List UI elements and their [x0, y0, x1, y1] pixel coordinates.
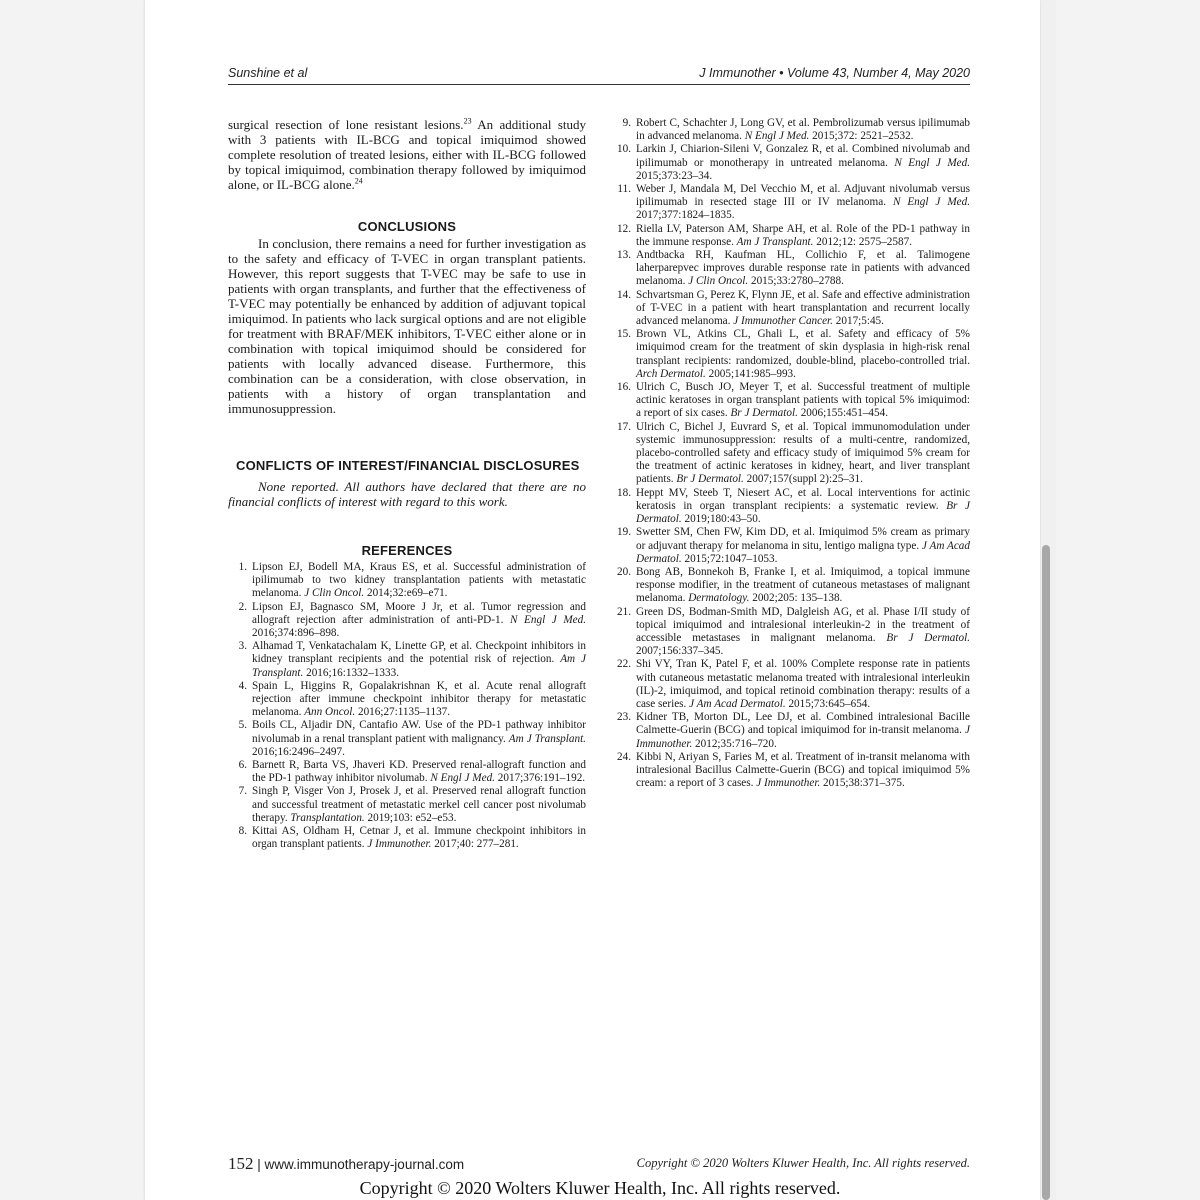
reference-citation: 2016;27:1135–1137. — [355, 706, 451, 719]
reference-number: 5. — [238, 719, 247, 732]
reference-number: 23. — [617, 711, 631, 724]
reference-number: 12. — [617, 222, 631, 235]
reference-item — [228, 640, 586, 680]
reference-number: 4. — [238, 679, 247, 692]
reference-number: 8. — [238, 825, 247, 838]
reference-number: 17. — [617, 420, 631, 433]
reference-text: Green DS, Bodman-Smith MD, Dalgleish AG, et al. Phase I/II study of topical imiquimod and intralesional interleukin-2 in the treatment of accessible metastases in malignant melanoma. — [636, 605, 970, 644]
reference-item — [612, 487, 970, 527]
journal-url[interactable]: www.immunotherapy-journal.com — [264, 1157, 465, 1172]
reference-citation: 2015;73:645–654. — [785, 697, 871, 710]
reference-citation: 2015;33:2780–2788. — [748, 275, 844, 288]
reference-number: 18. — [617, 486, 631, 499]
left-column — [228, 117, 586, 851]
reference-item — [228, 719, 586, 759]
reference-citation: 2015;38:371–375. — [820, 777, 905, 790]
reference-journal: N Engl J Med. — [744, 130, 810, 143]
reference-text: Alhamad T, Venkatachalam K, Linette GP, et al. Checkpoint inhibitors in kidney transplant recipients and the potential risk of rejection. — [252, 640, 586, 666]
reference-text: Schvartsman G, Perez K, Flynn JE, et al. Safe and effective administration of T-VEC in a patient with heart transplantation and recurrent locally advanced melanoma. — [636, 288, 970, 328]
reference-journal: Br J Dermatol. — [730, 407, 798, 420]
reference-citation: 2016;16:2496–2497. — [252, 745, 345, 758]
reference-text: Lipson EJ, Bodell MA, Kraus ES, et al. Successful administration of ipilimumab to two kidney transplantation patients with metastatic melanoma. — [252, 561, 586, 600]
reference-journal: Dermatology. — [688, 592, 750, 605]
footer-separator: | — [253, 1157, 265, 1172]
reference-citation: 2017;5:45. — [832, 315, 884, 328]
reference-journal: Br J Dermatol. — [886, 631, 970, 644]
conflicts-paragraph: None reported. All authors have declared that there are no financial conflicts of interest with regard to this work. — [228, 479, 586, 509]
reference-citation: 2016;16:1332–1333. — [303, 666, 400, 679]
reference-text: Heppt MV, Steeb T, Niesert AC, et al. Local interventions for actinic keratosis in organ transplant recipients: a systematic review. — [636, 486, 970, 512]
reference-list-left — [228, 561, 586, 851]
reference-journal: J Am Acad Dermatol. — [636, 539, 970, 565]
intro-paragraph — [228, 117, 586, 192]
reference-journal: J Immunother. — [367, 838, 432, 851]
reference-item — [612, 421, 970, 487]
reference-journal: Am J Transplant. — [508, 732, 586, 745]
reference-text: Ulrich C, Busch JO, Meyer T, et al. Successful treatment of multiple actinic keratoses in organ transplant patients with topical 5% imiquimod: a report of six cases. — [636, 381, 970, 420]
conclusions-heading: CONCLUSIONS — [357, 219, 457, 234]
running-header-authors: Sunshine et al — [228, 66, 308, 80]
reference-citation: 2017;376:191–192. — [494, 772, 586, 785]
reference-text: Kidner TB, Morton DL, Lee DJ, et al. Combined intralesional Bacille Calmette-Guerin (BCG) and topical imiquimod for in-transit melanoma. — [636, 711, 970, 737]
reference-text: Ulrich C, Bichel J, Euvrard S, et al. Topical immunomodulation under systemic immunosuppression: results of a multi-centre, randomized, placebo-controlled safety and efficacy study of imiquimod 5% cream for the treatment of actinic keratoses in kidney, heart, and liver transplant patients. — [636, 420, 970, 486]
reference-text: Shi VY, Tran K, Patel F, et al. 100% Complete response rate in patients with cutaneous metastatic melanoma treated with intralesional interleukin (IL)-2, imiquimod, and topical retinoid combination therapy: results of a case series. — [636, 658, 970, 710]
citation-superscript: 23 — [463, 116, 472, 126]
reference-number: 10. — [617, 143, 631, 156]
reference-item — [612, 751, 970, 791]
reference-citation: 2005;141:985–993. — [705, 367, 796, 380]
reference-text: Swetter SM, Chen FW, Kim DD, et al. Imiquimod 5% cream as primary or adjuvant therapy for melanoma in situ, lentigo maligna type. — [636, 526, 970, 552]
reference-journal: J Immunother. — [636, 724, 970, 750]
reference-journal: Ann Oncol. — [304, 706, 356, 719]
footer-copyright: Copyright © 2020 Wolters Kluwer Health, Inc. All rights reserved. — [636, 1156, 970, 1170]
reference-journal: Arch Dermatol. — [636, 367, 706, 380]
reference-item — [612, 606, 970, 659]
reference-item — [612, 328, 970, 381]
reference-item — [612, 183, 970, 223]
reference-text: Brown VL, Atkins CL, Ghali L, et al. Safety and efficacy of 5% imiquimod cream for the treatment of skin dysplasia in high-risk renal transplant recipients: randomized, double-blind, placebo-controlled trial. — [636, 328, 970, 367]
reference-citation: 2012;12: 2575–2587. — [813, 235, 912, 248]
reference-number: 24. — [617, 750, 631, 763]
reference-citation: 2017;40: 277–281. — [431, 838, 519, 851]
conflicts-heading: CONFLICTS OF INTEREST/FINANCIAL DISCLOSURES — [236, 458, 580, 473]
page-footer — [228, 1154, 464, 1174]
reference-citation: 2015;72:1047–1053. — [681, 552, 778, 565]
reference-citation: 2006;155:451–454. — [797, 407, 889, 420]
reference-citation: 2002;205: 135–138. — [749, 592, 843, 605]
reference-journal: J Immunother Cancer. — [733, 315, 833, 328]
reference-journal: N Engl J Med. — [509, 613, 587, 626]
reference-journal: Am J Transplant. — [252, 653, 586, 679]
reference-journal: Br J Dermatol. — [676, 473, 744, 486]
reference-journal: Br J Dermatol. — [636, 499, 971, 526]
reference-list-right — [612, 117, 970, 790]
reference-text: Singh P, Visger Von J, Prosek J, et al. Preserved renal allograft function and successful treatment of metastatic merkel cell cancer post nivolumab therapy. — [252, 785, 586, 824]
reference-journal: J Clin Oncol. — [688, 275, 749, 288]
reference-text: Weber J, Mandala M, Del Vecchio M, et al. Adjuvant nivolumab versus ipilimumab in resected stage III or IV melanoma. — [636, 183, 970, 209]
reference-text: Lipson EJ, Bagnasco SM, Moore J Jr, et al. Tumor regression and allograft rejection after administration of anti-PD-1. — [252, 600, 586, 626]
references-heading: REFERENCES — [361, 543, 453, 558]
reference-number: 16. — [617, 381, 631, 394]
reference-text: Boils CL, Aljadir DN, Cantafio AW. Use of the PD-1 pathway inhibitor nivolumab in a renal transplant patient with malignancy. — [252, 719, 586, 745]
reference-item — [612, 249, 970, 289]
reference-number: 22. — [617, 658, 631, 671]
reference-journal: N Engl J Med. — [894, 156, 970, 169]
reference-journal: Am J Transplant. — [736, 235, 814, 248]
reference-citation: 2016;374:896–898. — [252, 627, 340, 640]
reference-citation: 2015;372: 2521–2532. — [809, 130, 914, 143]
reference-item — [228, 561, 586, 601]
reference-item — [612, 566, 970, 606]
intro-text-2: An additional study with 3 patients with IL-BCG and topical imiquimod showed complete resolution of treated lesions, either with IL-BCG followed by topical imiquimod, combination therapy followed by imiquimod alone, or IL-BCG alone. — [228, 117, 586, 192]
reference-citation: 2017;377:1824–1835. — [636, 209, 735, 222]
copyright-watermark: Copyright © 2020 Wolters Kluwer Health, Inc. All rights reserved. — [359, 1178, 841, 1198]
reference-text: Spain L, Higgins R, Gopalakrishnan K, et al. Acute renal allograft rejection after immune checkpoint inhibitor therapy for metastatic melanoma. — [252, 679, 586, 719]
intro-text-1: surgical resection of lone resistant lesions. — [228, 117, 464, 132]
reference-item — [228, 825, 586, 851]
reference-journal: N Engl J Med. — [430, 772, 495, 785]
reference-item — [612, 526, 970, 566]
reference-journal: N Engl J Med. — [892, 196, 970, 209]
reference-number: 13. — [617, 249, 631, 262]
scrollbar-thumb[interactable] — [1042, 545, 1050, 1200]
reference-item — [612, 223, 970, 249]
reference-number: 9. — [622, 117, 631, 129]
reference-item — [612, 711, 970, 751]
reference-item — [612, 658, 970, 711]
running-header-journal: J Immunother • Volume 43, Number 4, May 2020 — [699, 66, 970, 80]
reference-citation: 2014;32:e69–e71. — [364, 587, 448, 600]
reference-number: 6. — [238, 759, 247, 772]
reference-journal: J Am Acad Dermatol. — [689, 697, 786, 710]
reference-journal: Transplantation. — [290, 811, 365, 824]
reference-number: 15. — [617, 328, 631, 341]
reference-journal: J Immunother. — [756, 777, 821, 790]
page-number: 152 — [228, 1154, 254, 1173]
reference-text: Barnett R, Barta VS, Jhaveri KD. Preserved renal-allograft function and the PD-1 pathway inhibitor nivolumab. — [252, 759, 586, 785]
reference-text: Andtbacka RH, Kaufman HL, Collichio F, et al. Talimogene laherparepvec improves durable response rate in patients with advanced melanoma. — [636, 249, 970, 288]
reference-journal: J Clin Oncol. — [304, 587, 365, 600]
reference-text: Kibbi N, Ariyan S, Faries M, et al. Treatment of in-transit melanoma with intralesional Bacillus Calmette-Guerin (BCG) and topical imiquimod 5% cream: a report of 3 cases. — [636, 750, 970, 790]
reference-number: 14. — [617, 288, 631, 301]
header-divider — [228, 84, 970, 85]
reference-item — [228, 759, 586, 785]
reference-item — [612, 381, 970, 421]
reference-number: 21. — [617, 605, 631, 618]
reference-item — [612, 143, 970, 183]
reference-citation: 2019;103: e52–e53. — [364, 811, 457, 824]
reference-number: 2. — [238, 600, 247, 613]
reference-number: 1. — [238, 561, 247, 573]
right-column — [612, 117, 970, 790]
conclusions-paragraph: In conclusion, there remains a need for further investigation as to the safety and efficacy of T-VEC in organ transplant patients. However, this report suggests that T-VEC may be safe to use in patients with organ transplants, and further that the effectiveness of T-VEC may potentially be enhanced by addition of adjuvant topical imiquimod. In patients who lack surgical options and are not eligible for treatment with BRAF/MEK inhibitors, T-VEC either alone or in combination with topical imiquimod should be considered for patients with locally advanced disease. Furthermore, this combination can be a consideration, with close observation, in patients with a history of organ transplantation and immunosuppression. — [228, 236, 586, 416]
reference-text: Bong AB, Bonnekoh B, Franke I, et al. Imiquimod, a topical immune response modifier, in the treatment of cutaneous metastases of malignant melanoma. — [636, 565, 970, 605]
reference-citation: 2007;156:337–345. — [636, 645, 724, 658]
reference-text: Kittai AS, Oldham H, Cetnar J, et al. Immune checkpoint inhibitors in organ transplant patients. — [252, 825, 586, 851]
reference-text: Robert C, Schachter J, Long GV, et al. Pembrolizumab versus ipilimumab in advanced melanoma. — [636, 117, 970, 143]
reference-citation: 2007;157(suppl 2):25–31. — [743, 473, 863, 486]
reference-text: Larkin J, Chiarion-Sileni V, Gonzalez R, et al. Combined nivolumab and ipilimumab or monotherapy in untreated melanoma. — [636, 143, 970, 169]
reference-item — [612, 117, 970, 143]
reference-citation: 2015;373:23–34. — [636, 169, 713, 182]
reference-number: 11. — [617, 183, 631, 196]
reference-item — [228, 785, 586, 825]
citation-superscript: 24 — [354, 176, 363, 186]
reference-number: 20. — [617, 565, 631, 578]
reference-item — [228, 601, 586, 641]
reference-number: 19. — [617, 526, 631, 539]
reference-number: 3. — [238, 640, 247, 653]
reference-citation: 2012;35:716–720. — [692, 737, 777, 750]
reference-item — [228, 680, 586, 720]
reference-text: Riella LV, Paterson AM, Sharpe AH, et al. Role of the PD-1 pathway in the immune response. — [636, 222, 970, 248]
reference-citation: 2019;180:43–50. — [681, 513, 761, 526]
reference-number: 7. — [238, 785, 247, 798]
reference-item — [612, 289, 970, 329]
